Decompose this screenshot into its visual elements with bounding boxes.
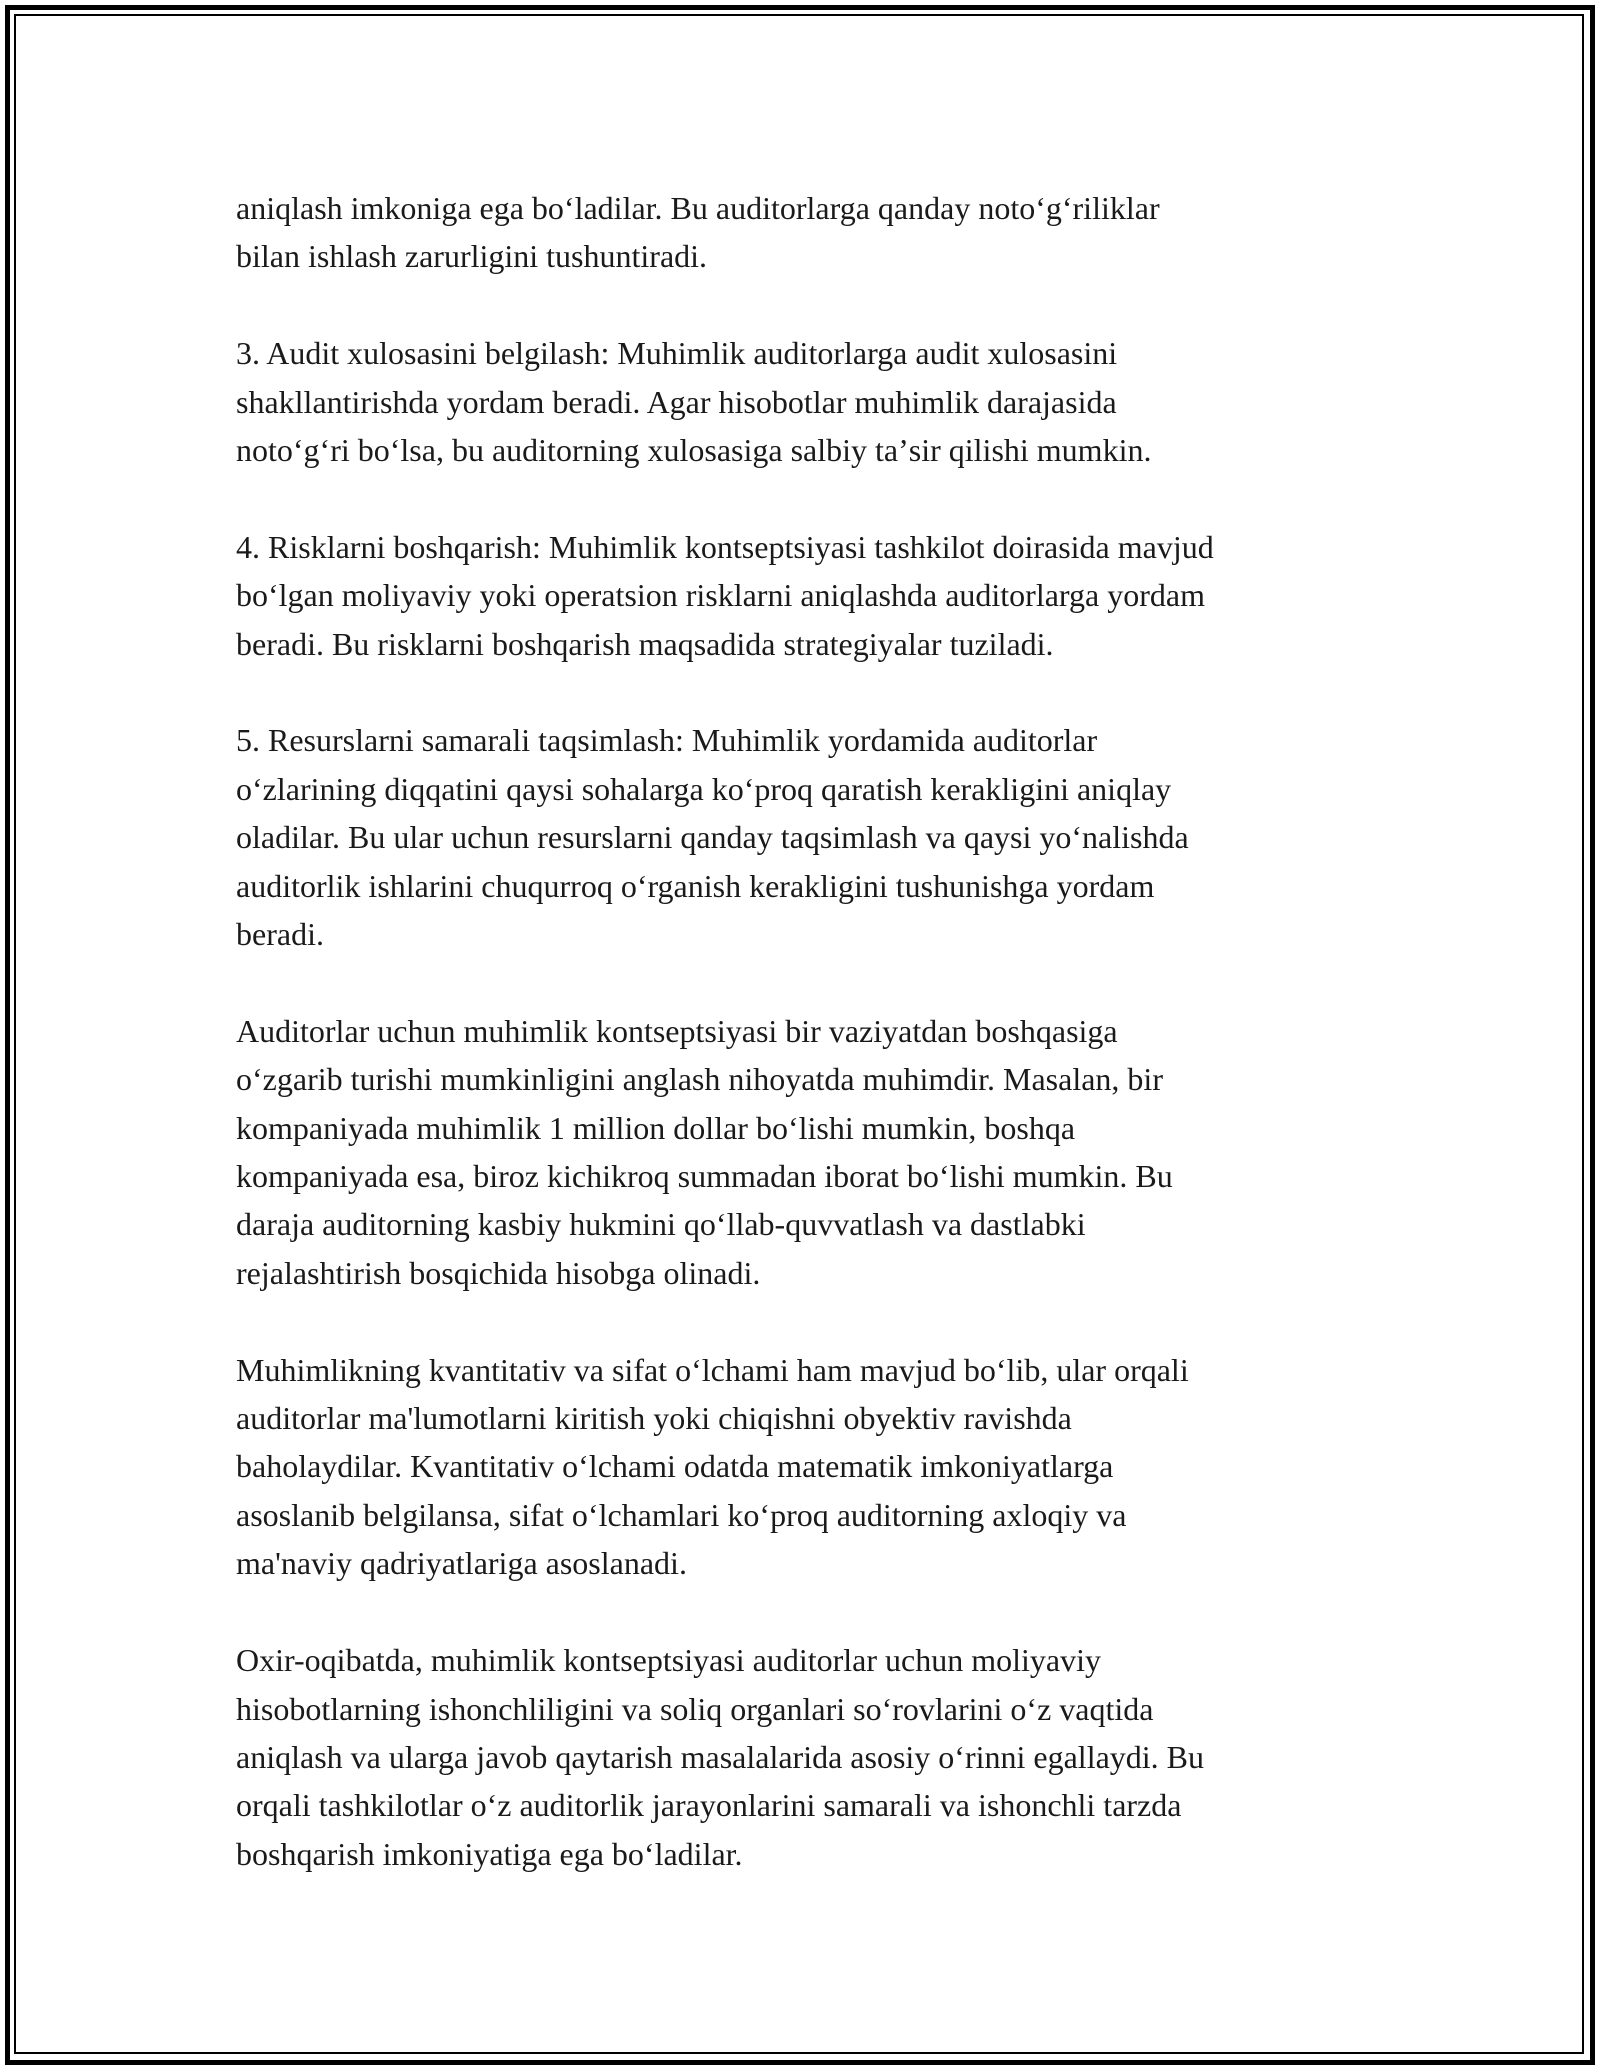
text-line: auditorlar ma'lumotlarni kiritish yoki chiqishni obyektiv ravishda (236, 1400, 1072, 1437)
paragraph-6 (236, 1346, 1376, 1588)
text-line: bilan ishlash zarurligini tushuntiradi. (236, 238, 708, 275)
paragraph-5 (236, 1007, 1376, 1297)
text-line: oʻzgarib turishi mumkinligini anglash nihoyatda muhimdir. Masalan, bir (236, 1061, 1163, 1098)
text-line: hisobotlarning ishonchliligini va soliq organlari soʻrovlarini oʻz vaqtida (236, 1690, 1154, 1727)
text-line: shakllantirishda yordam beradi. Agar hisobotlar muhimlik darajasida (236, 383, 1117, 420)
text-line: aniqlash va ularga javob qaytarish masalalarida asosiy oʻrinni egallaydi. Bu (236, 1738, 1205, 1775)
text-line: orqali tashkilotlar oʻz auditorlik jarayonlarini samarali va ishonchli tarzda (236, 1787, 1182, 1824)
text-line: Muhimlikning kvantitativ va sifat oʻlchami ham mavjud boʻlib, ular orqali (236, 1351, 1189, 1388)
text-line: baholaydilar. Kvantitativ oʻlchami odatda matematik imkoniyatlarga (236, 1448, 1114, 1485)
text-line: beradi. (236, 916, 324, 953)
text-line: 4. Risklarni boshqarish: Muhimlik kontseptsiyasi tashkilot doirasida mavjud (236, 528, 1214, 565)
document-body (236, 184, 1376, 1878)
text-line: beradi. Bu risklarni boshqarish maqsadida strategiyalar tuziladi. (236, 625, 1054, 662)
text-line: boʻlgan moliyaviy yoki operatsion risklarni aniqlashda auditorlarga yordam (236, 577, 1205, 614)
paragraph-3 (236, 523, 1376, 668)
paragraph-1 (236, 184, 1376, 281)
text-line: ma'naviy qadriyatlariga asoslanadi. (236, 1545, 687, 1582)
text-line: oladilar. Bu ular uchun resurslarni qanday taqsimlash va qaysi yoʻnalishda (236, 819, 1189, 856)
text-line: rejalashtirish bosqichida hisobga olinadi. (236, 1254, 761, 1291)
text-line: kompaniyada muhimlik 1 million dollar boʻlishi mumkin, boshqa (236, 1109, 1076, 1146)
text-line: boshqarish imkoniyatiga ega boʻladilar. (236, 1835, 743, 1872)
text-line: daraja auditorning kasbiy hukmini qoʻllab-quvvatlash va dastlabki (236, 1206, 1086, 1243)
paragraph-4 (236, 716, 1376, 958)
text-line: 3. Audit xulosasini belgilash: Muhimlik auditorlarga audit xulosasini (236, 335, 1118, 372)
text-line: asoslanib belgilansa, sifat oʻlchamlari koʻproq auditorning axloqiy va (236, 1496, 1127, 1533)
text-line: Auditorlar uchun muhimlik kontseptsiyasi bir vaziyatdan boshqasiga (236, 1012, 1118, 1049)
paragraph-2 (236, 329, 1376, 474)
text-line: aniqlash imkoniga ega boʻladilar. Bu auditorlarga qanday notoʻgʻriliklar (236, 190, 1160, 226)
text-line: auditorlik ishlarini chuqurroq oʻrganish kerakligini tushunishga yordam (236, 867, 1155, 904)
text-line: Oxir-oqibatda, muhimlik kontseptsiyasi auditorlar uchun moliyaviy (236, 1642, 1101, 1679)
text-line: oʻzlarining diqqatini qaysi sohalarga koʻproq qaratish kerakligini aniqlay (236, 770, 1172, 807)
text-line: 5. Resurslarni samarali taqsimlash: Muhimlik yordamida auditorlar (236, 722, 1098, 759)
paragraph-7 (236, 1636, 1376, 1878)
text-line: notoʻgʻri boʻlsa, bu auditorning xulosasiga salbiy taʼsir qilishi mumkin. (236, 432, 1152, 469)
text-line: kompaniyada esa, biroz kichikroq summadan iborat boʻlishi mumkin. Bu (236, 1158, 1173, 1195)
